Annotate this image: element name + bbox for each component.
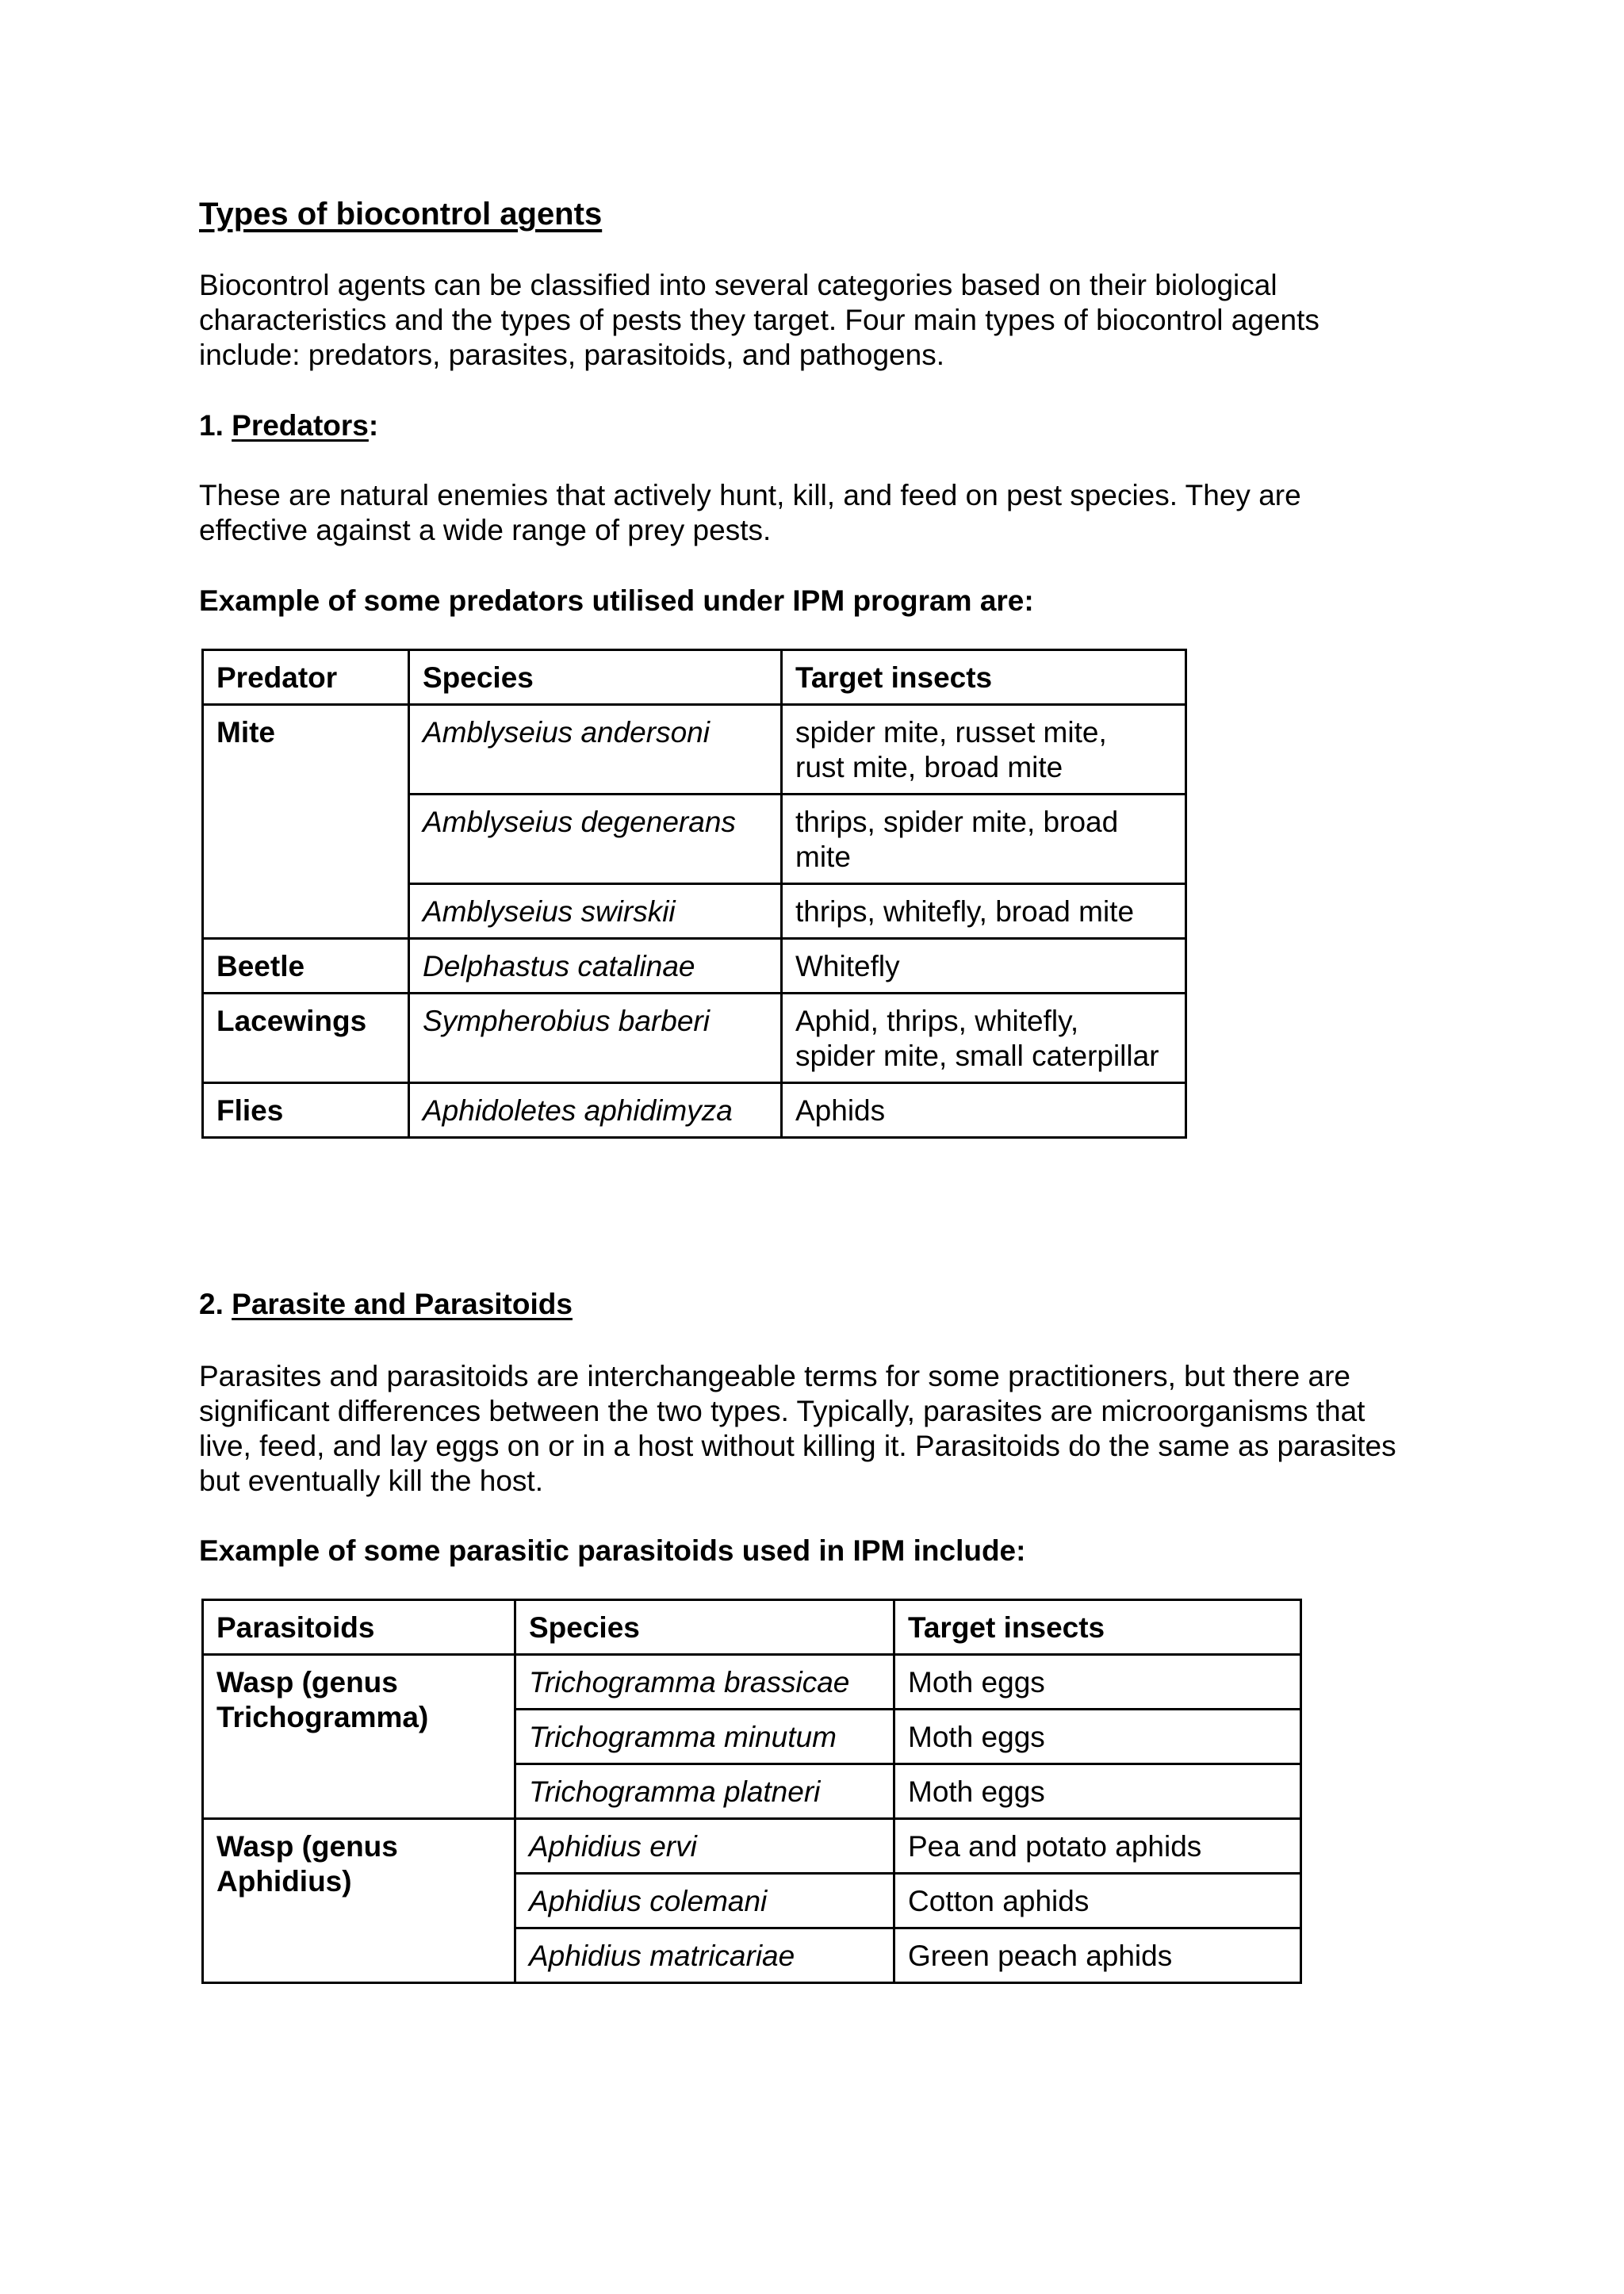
section-title-text: Parasite and Parasitoids (232, 1288, 573, 1320)
table-row (203, 939, 1186, 994)
column-header: Target insects (894, 1600, 1301, 1655)
description-line: These are natural enemies that actively hunt, kill, and feed on pest species. They are (199, 479, 1301, 511)
species-cell: Trichogramma minutum (515, 1710, 894, 1764)
predators-section-title (199, 409, 378, 442)
target-line: Aphid, thrips, whitefly, (795, 1005, 1079, 1037)
page-title: Types of biocontrol agents (199, 197, 603, 232)
species-cell: Amblyseius swirskii (409, 884, 782, 939)
group-name-cell (203, 939, 409, 994)
species-cell: Sympherobius barberi (409, 994, 782, 1083)
parasitoids-example-label: Example of some parasitic parasitoids used in IPM include: (199, 1534, 1026, 1567)
table-row (203, 1655, 1301, 1710)
species-cell: Trichogramma brassicae (515, 1655, 894, 1710)
target-line: Whitefly (795, 950, 900, 982)
target-line: Moth eggs (908, 1775, 1045, 1808)
target-insects-cell (894, 1655, 1301, 1710)
description-line: but eventually kill the host. (199, 1465, 543, 1497)
target-line: Moth eggs (908, 1666, 1045, 1698)
target-insects-cell (894, 1764, 1301, 1819)
group-name-cell (203, 1083, 409, 1138)
intro-line: Biocontrol agents can be classified into several categories based on their biological (199, 269, 1277, 301)
description-line: live, feed, and lay eggs on or in a host without killing it. Parasitoids do the same as parasites (199, 1430, 1396, 1462)
group-name-cell (203, 994, 409, 1083)
section-number: 1. (199, 409, 232, 442)
parasitoids-table (201, 1599, 1302, 1984)
section-colon: : (368, 409, 379, 442)
description-line: effective against a wide range of prey pests. (199, 514, 772, 546)
target-insects-cell (782, 994, 1186, 1083)
table-header-row (203, 650, 1186, 705)
column-header: Target insects (782, 650, 1186, 705)
target-insects-cell (894, 1928, 1301, 1983)
group-name-line: Flies (216, 1094, 284, 1127)
intro-line: include: predators, parasites, parasitoids, and pathogens. (199, 339, 944, 371)
intro-paragraph (199, 268, 1452, 373)
species-cell: Aphidius ervi (515, 1819, 894, 1874)
section-number: 2. (199, 1288, 232, 1320)
column-header: Parasitoids (203, 1600, 515, 1655)
target-insects-cell (782, 884, 1186, 939)
group-name-cell (203, 1819, 515, 1983)
group-name-line: Aphidius) (216, 1865, 352, 1898)
target-line: Green peach aphids (908, 1940, 1173, 1972)
target-line: Aphids (795, 1094, 886, 1127)
section-title-text: Predators (232, 409, 369, 442)
target-insects-cell (782, 1083, 1186, 1138)
target-line: thrips, whitefly, broad mite (795, 895, 1135, 928)
intro-line: characteristics and the types of pests they target. Four main types of biocontrol agents (199, 304, 1320, 336)
target-line: spider mite, small caterpillar (795, 1040, 1159, 1072)
group-name-line: Beetle (216, 950, 305, 982)
target-line: Pea and potato aphids (908, 1830, 1202, 1863)
predators-example-label: Example of some predators utilised under IPM program are: (199, 584, 1034, 617)
table-row (203, 1083, 1186, 1138)
description-line: Parasites and parasitoids are interchangeable terms for some practitioners, but there are (199, 1360, 1350, 1392)
target-insects-cell (782, 939, 1186, 994)
target-insects-cell (894, 1819, 1301, 1874)
species-cell: Amblyseius andersoni (409, 705, 782, 795)
target-line: spider mite, russet mite, (795, 716, 1107, 749)
table-row (203, 1819, 1301, 1874)
group-name-line: Wasp (genus (216, 1666, 398, 1698)
group-name-line: Trichogramma) (216, 1701, 429, 1733)
species-cell: Aphidius colemani (515, 1874, 894, 1928)
column-header: Predator (203, 650, 409, 705)
group-name-line: Wasp (genus (216, 1830, 398, 1863)
species-cell: Amblyseius degenerans (409, 795, 782, 884)
target-insects-cell (782, 795, 1186, 884)
target-insects-cell (894, 1874, 1301, 1928)
parasitoids-description (199, 1359, 1452, 1499)
group-name-cell (203, 705, 409, 939)
target-insects-cell (782, 705, 1186, 795)
group-name-line: Mite (216, 716, 275, 749)
species-cell: Delphastus catalinae (409, 939, 782, 994)
target-line: mite (795, 841, 851, 873)
parasitoids-section-title (199, 1288, 573, 1321)
group-name-cell (203, 1655, 515, 1819)
description-line: significant differences between the two types. Typically, parasites are microorganisms that (199, 1395, 1365, 1427)
column-header: Species (515, 1600, 894, 1655)
table-row (203, 705, 1186, 795)
target-line: Cotton aphids (908, 1885, 1090, 1917)
target-insects-cell (894, 1710, 1301, 1764)
species-cell: Trichogramma platneri (515, 1764, 894, 1819)
table-header-row (203, 1600, 1301, 1655)
group-name-line: Lacewings (216, 1005, 367, 1037)
species-cell: Aphidoletes aphidimyza (409, 1083, 782, 1138)
predators-table (201, 649, 1187, 1139)
target-line: thrips, spider mite, broad (795, 806, 1119, 838)
predators-description (199, 478, 1452, 548)
species-cell: Aphidius matricariae (515, 1928, 894, 1983)
table-row (203, 994, 1186, 1083)
column-header: Species (409, 650, 782, 705)
target-line: rust mite, broad mite (795, 751, 1063, 783)
target-line: Moth eggs (908, 1721, 1045, 1753)
